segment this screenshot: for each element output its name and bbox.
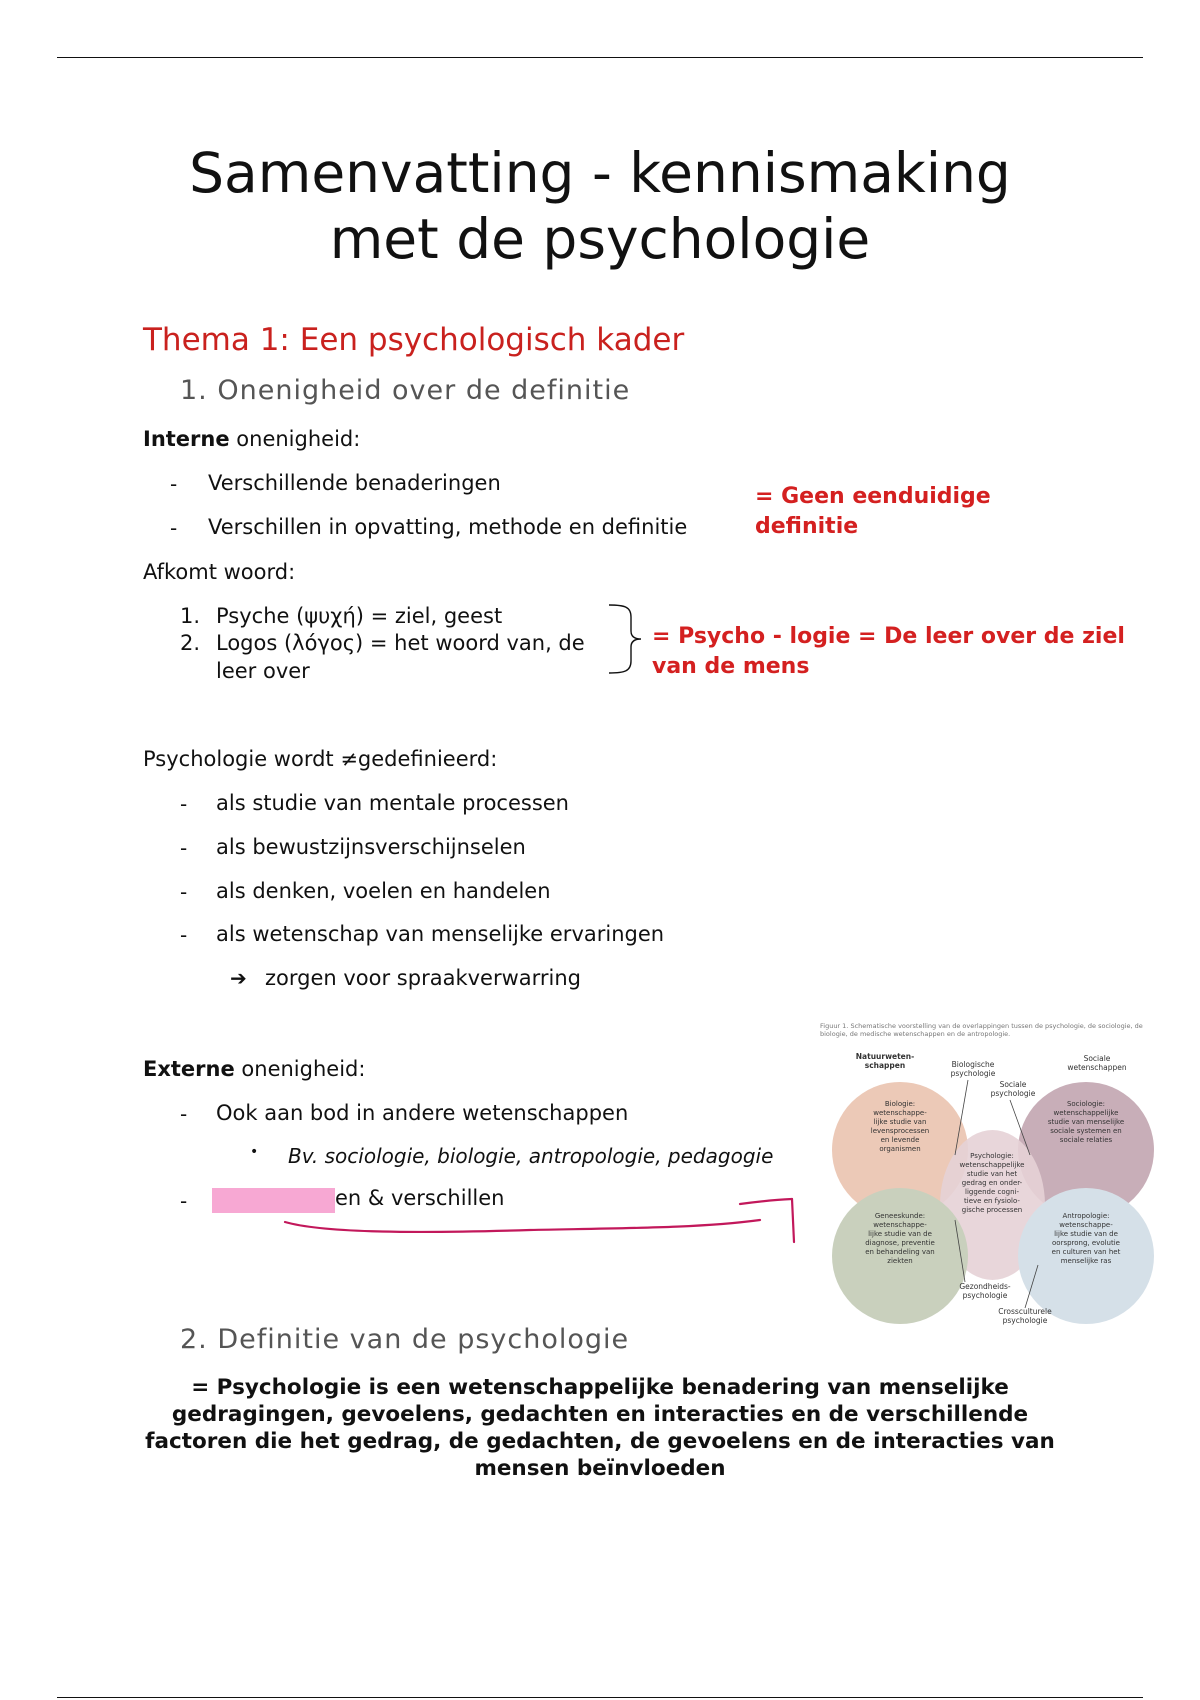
externe-rest: onenigheid: [234,1057,366,1081]
section-2-title: Definitie van de psychologie [217,1324,630,1355]
psychologie-item-1: als studie van mentale processen [216,791,569,815]
circle-psychologie-text: Psychologie: wetenschappelijke studie van het gedrag en onder- liggende cogni- tieve en fysiolo- gische processen [959,1152,1025,1214]
arrow-item: zorgen voor spraakverwarring [265,966,582,990]
bullet-dash: - [180,1189,188,1213]
afkomst-item-2-cont: leer over [216,659,310,683]
label-biologische-psychologie: Biologische psychologie [950,1060,996,1078]
bullet-dash: - [180,836,188,860]
section-2-heading [180,1324,629,1355]
bullet-dash: - [180,792,188,816]
label-sociale-wetenschappen: Sociale wetenschappen [1067,1054,1127,1072]
label-natuurwetenschappen: Natuurweten- schappen [855,1052,915,1070]
interne-note: = Geen eenduidige definitie [755,484,991,539]
circle-sociologie-text: Sociologie: wetenschappelijke studie van menselijke sociale systemen en sociale relaties [1047,1100,1125,1144]
circle-geneeskunde-text: Geneeskunde: wetenschappe- lijke studie van de diagnose, preventie en behandeling van ziekten [865,1212,935,1265]
externe-bold: Externe [143,1057,235,1081]
title-line-2: met de psychologie [329,207,871,271]
label-crossculturele-psychologie: Crossculturele psychologie [998,1307,1052,1325]
section-1-number: 1. [180,375,208,406]
bullet-dash: - [180,1102,188,1126]
afkomst-item-1: Psyche (ψυχή) = ziel, geest [216,604,503,628]
externe-label [143,1057,365,1081]
externe-item-2: en & verschillen [335,1186,505,1210]
bullet-dash: - [170,516,178,540]
section-1-heading [180,375,630,406]
interne-label [143,427,360,451]
psychologie-item-4: als wetenschap van menselijke ervaringen [216,922,665,946]
afkomst-label: Afkomt woord: [143,560,296,584]
afkomst-number-2: 2. [180,631,201,655]
section-2-number: 2. [180,1324,208,1355]
title-line-1: Samenvatting - kennismaking [189,141,1011,205]
figure-caption: Figuur 1. Schematische voorstelling van de overlappingen tussen de psychologie, de sociologie, de biologie, de medische wetenschappen en de antropologie. [820,1022,1143,1038]
figure-leader-lines [820,1020,1165,1332]
afkomst-note: = Psycho - logie = De leer over de ziel van de mens [652,624,1125,679]
document-title [100,140,1100,272]
label-gezondheidspsychologie: Gezondheids- psychologie [959,1282,1011,1300]
interne-bold: Interne [143,427,230,451]
interne-item-2: Verschillen in opvatting, methode en definitie [208,515,688,539]
afkomst-number-1: 1. [180,604,201,628]
section-1-title: Onenigheid over de definitie [217,375,631,406]
handwritten-arrow-icon [280,1190,800,1250]
overlap-figure [820,1020,1165,1332]
bullet-dash: - [180,880,188,904]
curly-brace-icon [605,603,650,675]
bullet-dot: • [250,1144,259,1160]
bullet-dash: - [170,472,178,496]
externe-item-1: Ook aan bod in andere wetenschappen [216,1101,629,1125]
theme-heading: Thema 1: Een psychologisch kader [143,322,685,358]
circle-antropologie-text: Antropologie: wetenschappe- lijke studie van de oorsprong, evolutie en culturen van het menselijke ras [1051,1212,1121,1265]
psychology-definition: = Psychologie is een wetenschappelijke benadering van menselijke gedragingen, gevoelens, gedachten en interacties en de verschillende factoren die het gedrag, de gedachten, de gevoelens en de interacties van mensen beïnvloeden [145,1375,1055,1481]
afkomst-item-2: Logos (λόγος) = het woord van, de [216,631,585,655]
header-rule [57,57,1143,58]
circle-biologie-text: Biologie: wetenschappe- lijke studie van levensprocessen en levende organismen [870,1100,930,1153]
psychologie-item-2: als bewustzijnsverschijnselen [216,835,526,859]
label-sociale-psychologie: Sociale psychologie [990,1080,1036,1098]
interne-rest: onenigheid: [229,427,361,451]
bullet-dash: - [180,923,188,947]
externe-sub-item: Bv. sociologie, biologie, antropologie, pedagogie [288,1144,774,1168]
arrow-right-icon: ➔ [230,966,247,990]
footer-rule [57,1697,1143,1698]
psychologie-label: Psychologie wordt ≠gedefinieerd: [143,747,498,771]
psychologie-item-3: als denken, voelen en handelen [216,879,551,903]
interne-item-1: Verschillende benaderingen [208,471,501,495]
